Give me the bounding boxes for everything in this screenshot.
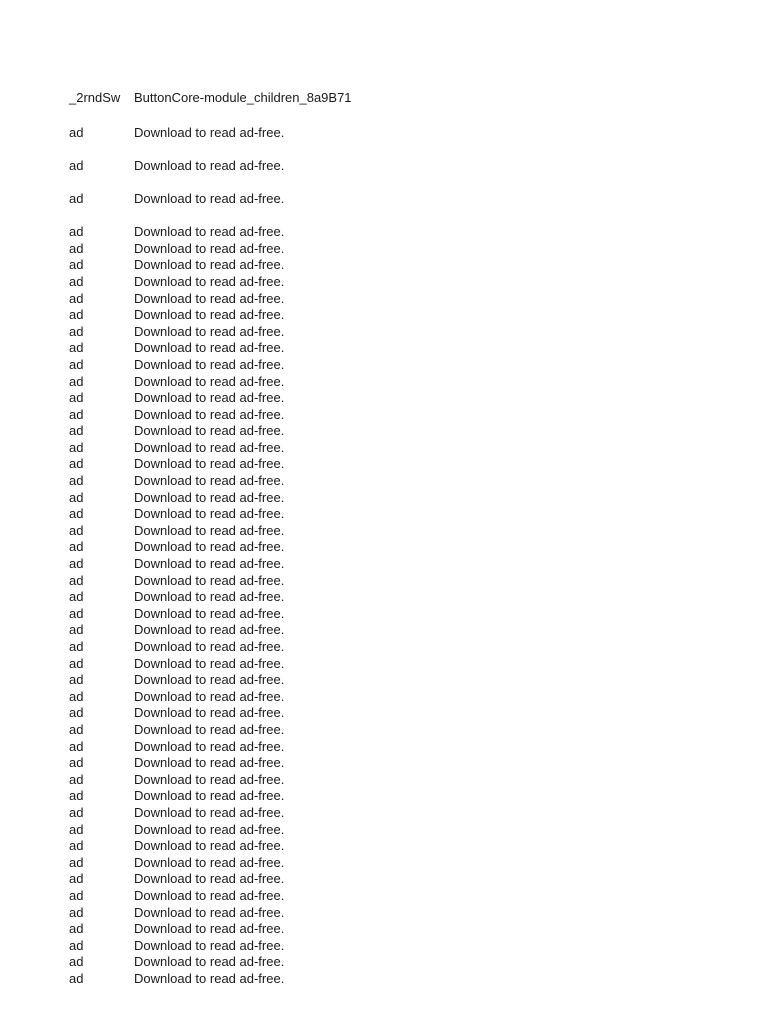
row-col-a: ad (69, 738, 84, 754)
table-row (69, 158, 729, 175)
row-col-a: ad (69, 190, 84, 206)
row-col-b: Download to read ad-free. (134, 954, 285, 970)
row-col-a: ad (69, 373, 84, 389)
row-col-a: ad (69, 937, 84, 953)
table-row (69, 407, 729, 424)
row-col-b: Download to read ad-free. (134, 672, 285, 688)
table-row (69, 374, 729, 391)
row-col-b: Download to read ad-free. (134, 439, 285, 455)
table-row (69, 739, 729, 756)
row-col-b: Download to read ad-free. (134, 190, 285, 206)
table-row (69, 772, 729, 789)
table-row (69, 805, 729, 822)
row-col-b: Download to read ad-free. (134, 904, 285, 920)
table-row (69, 971, 729, 988)
row-col-b: Download to read ad-free. (134, 423, 285, 439)
row-col-a: ad (69, 356, 84, 372)
row-col-a: ad (69, 970, 84, 986)
row-col-b: Download to read ad-free. (134, 937, 285, 953)
table-row (69, 705, 729, 722)
header-col-b: ButtonCore-module_children_8a9B71 (134, 89, 352, 105)
row-col-b: Download to read ad-free. (134, 705, 285, 721)
table-row (69, 456, 729, 473)
row-col-a: ad (69, 688, 84, 704)
row-col-a: ad (69, 473, 84, 489)
row-col-b: Download to read ad-free. (134, 273, 285, 289)
row-col-b: Download to read ad-free. (134, 854, 285, 870)
row-col-b: Download to read ad-free. (134, 323, 285, 339)
header-row (69, 88, 729, 108)
row-col-b: Download to read ad-free. (134, 721, 285, 737)
row-col-a: ad (69, 406, 84, 422)
row-col-a: ad (69, 821, 84, 837)
table-row (69, 755, 729, 772)
document-sheet (69, 88, 729, 987)
row-col-a: ad (69, 273, 84, 289)
row-col-b: Download to read ad-free. (134, 655, 285, 671)
row-col-a: ad (69, 439, 84, 455)
row-col-a: ad (69, 788, 84, 804)
row-col-b: Download to read ad-free. (134, 373, 285, 389)
table-row (69, 573, 729, 590)
table-row (69, 440, 729, 457)
row-col-a: ad (69, 605, 84, 621)
table-row (69, 822, 729, 839)
row-col-b: Download to read ad-free. (134, 622, 285, 638)
row-col-b: Download to read ad-free. (134, 921, 285, 937)
row-col-a: ad (69, 489, 84, 505)
table-row (69, 539, 729, 556)
row-col-a: ad (69, 456, 84, 472)
row-col-b: Download to read ad-free. (134, 240, 285, 256)
table-row (69, 689, 729, 706)
header-col-a: _2rndSw (69, 89, 121, 105)
table-row (69, 241, 729, 258)
table-row (69, 523, 729, 540)
row-col-b: Download to read ad-free. (134, 539, 285, 555)
table-row (69, 307, 729, 324)
row-col-b: Download to read ad-free. (134, 871, 285, 887)
row-col-b: Download to read ad-free. (134, 307, 285, 323)
table-row (69, 888, 729, 905)
row-col-b: Download to read ad-free. (134, 489, 285, 505)
row-col-b: Download to read ad-free. (134, 456, 285, 472)
row-col-a: ad (69, 157, 84, 173)
row-col-a: ad (69, 755, 84, 771)
row-col-a: ad (69, 240, 84, 256)
row-col-a: ad (69, 887, 84, 903)
row-col-b: Download to read ad-free. (134, 804, 285, 820)
row-col-b: Download to read ad-free. (134, 887, 285, 903)
row-col-a: ad (69, 655, 84, 671)
table-row (69, 357, 729, 374)
row-col-a: ad (69, 854, 84, 870)
row-col-a: ad (69, 622, 84, 638)
row-col-b: Download to read ad-free. (134, 522, 285, 538)
table-row (69, 788, 729, 805)
row-col-a: ad (69, 572, 84, 588)
table-row (69, 656, 729, 673)
row-col-a: ad (69, 639, 84, 654)
row-col-b: Download to read ad-free. (134, 556, 285, 572)
row-col-a: ad (69, 721, 84, 737)
row-col-a: ad (69, 954, 84, 970)
row-col-a: ad (69, 290, 84, 306)
row-col-a: ad (69, 771, 84, 787)
row-col-a: ad (69, 522, 84, 538)
row-col-a: ad (69, 672, 84, 688)
row-col-a: ad (69, 871, 84, 887)
row-col-a: ad (69, 506, 84, 522)
row-col-b: Download to read ad-free. (134, 572, 285, 588)
table-row (69, 722, 729, 739)
row-col-a: ad (69, 556, 84, 572)
row-col-b: Download to read ad-free. (134, 589, 285, 605)
table-row (69, 257, 729, 274)
row-col-b: Download to read ad-free. (134, 821, 285, 837)
row-col-b: Download to read ad-free. (134, 688, 285, 704)
row-col-a: ad (69, 323, 84, 339)
table-row (69, 938, 729, 955)
row-col-b: Download to read ad-free. (134, 224, 285, 240)
row-col-a: ad (69, 539, 84, 555)
rows-list (69, 125, 729, 988)
row-col-b: Download to read ad-free. (134, 290, 285, 306)
row-col-b: Download to read ad-free. (134, 755, 285, 771)
table-row (69, 855, 729, 872)
table-row (69, 871, 729, 888)
table-row (69, 622, 729, 639)
table-row (69, 490, 729, 507)
table-row (69, 224, 729, 241)
table-row (69, 423, 729, 440)
row-col-b: Download to read ad-free. (134, 257, 285, 273)
row-col-a: ad (69, 124, 84, 140)
row-col-b: Download to read ad-free. (134, 970, 285, 986)
row-col-a: ad (69, 423, 84, 439)
table-row (69, 274, 729, 291)
table-row (69, 473, 729, 490)
row-col-b: Download to read ad-free. (134, 473, 285, 489)
table-row (69, 589, 729, 606)
table-row (69, 639, 729, 656)
table-row (69, 390, 729, 407)
row-col-b: Download to read ad-free. (134, 771, 285, 787)
row-col-a: ad (69, 589, 84, 605)
table-row (69, 340, 729, 357)
table-row (69, 921, 729, 938)
row-col-b: Download to read ad-free. (134, 157, 285, 173)
row-col-a: ad (69, 340, 84, 356)
row-col-b: Download to read ad-free. (134, 406, 285, 422)
table-row (69, 556, 729, 573)
row-col-b: Download to read ad-free. (134, 605, 285, 621)
row-col-b: Download to read ad-free. (134, 788, 285, 804)
row-col-a: ad (69, 838, 84, 854)
row-col-b: Download to read ad-free. (134, 838, 285, 854)
row-col-a: ad (69, 921, 84, 937)
table-row (69, 672, 729, 689)
row-col-a: ad (69, 307, 84, 323)
row-col-a: ad (69, 257, 84, 273)
row-col-b: Download to read ad-free. (134, 340, 285, 356)
table-row (69, 506, 729, 523)
table-row (69, 125, 729, 142)
table-row (69, 606, 729, 623)
row-col-a: ad (69, 804, 84, 820)
table-row (69, 954, 729, 971)
row-col-a: ad (69, 705, 84, 721)
row-col-b: Download to read ad-free. (134, 124, 285, 140)
table-row (69, 191, 729, 208)
row-col-b: Download to read ad-free. (134, 506, 285, 522)
row-col-b: Download to read ad-free. (134, 390, 285, 406)
row-col-b: Download to read ad-free. (134, 639, 285, 654)
row-col-b: Download to read ad-free. (134, 356, 285, 372)
table-row (69, 291, 729, 308)
row-col-a: ad (69, 224, 84, 240)
table-row (69, 838, 729, 855)
table-row (69, 324, 729, 341)
table-row (69, 905, 729, 922)
row-col-b: Download to read ad-free. (134, 738, 285, 754)
row-col-a: ad (69, 390, 84, 406)
row-col-a: ad (69, 904, 84, 920)
